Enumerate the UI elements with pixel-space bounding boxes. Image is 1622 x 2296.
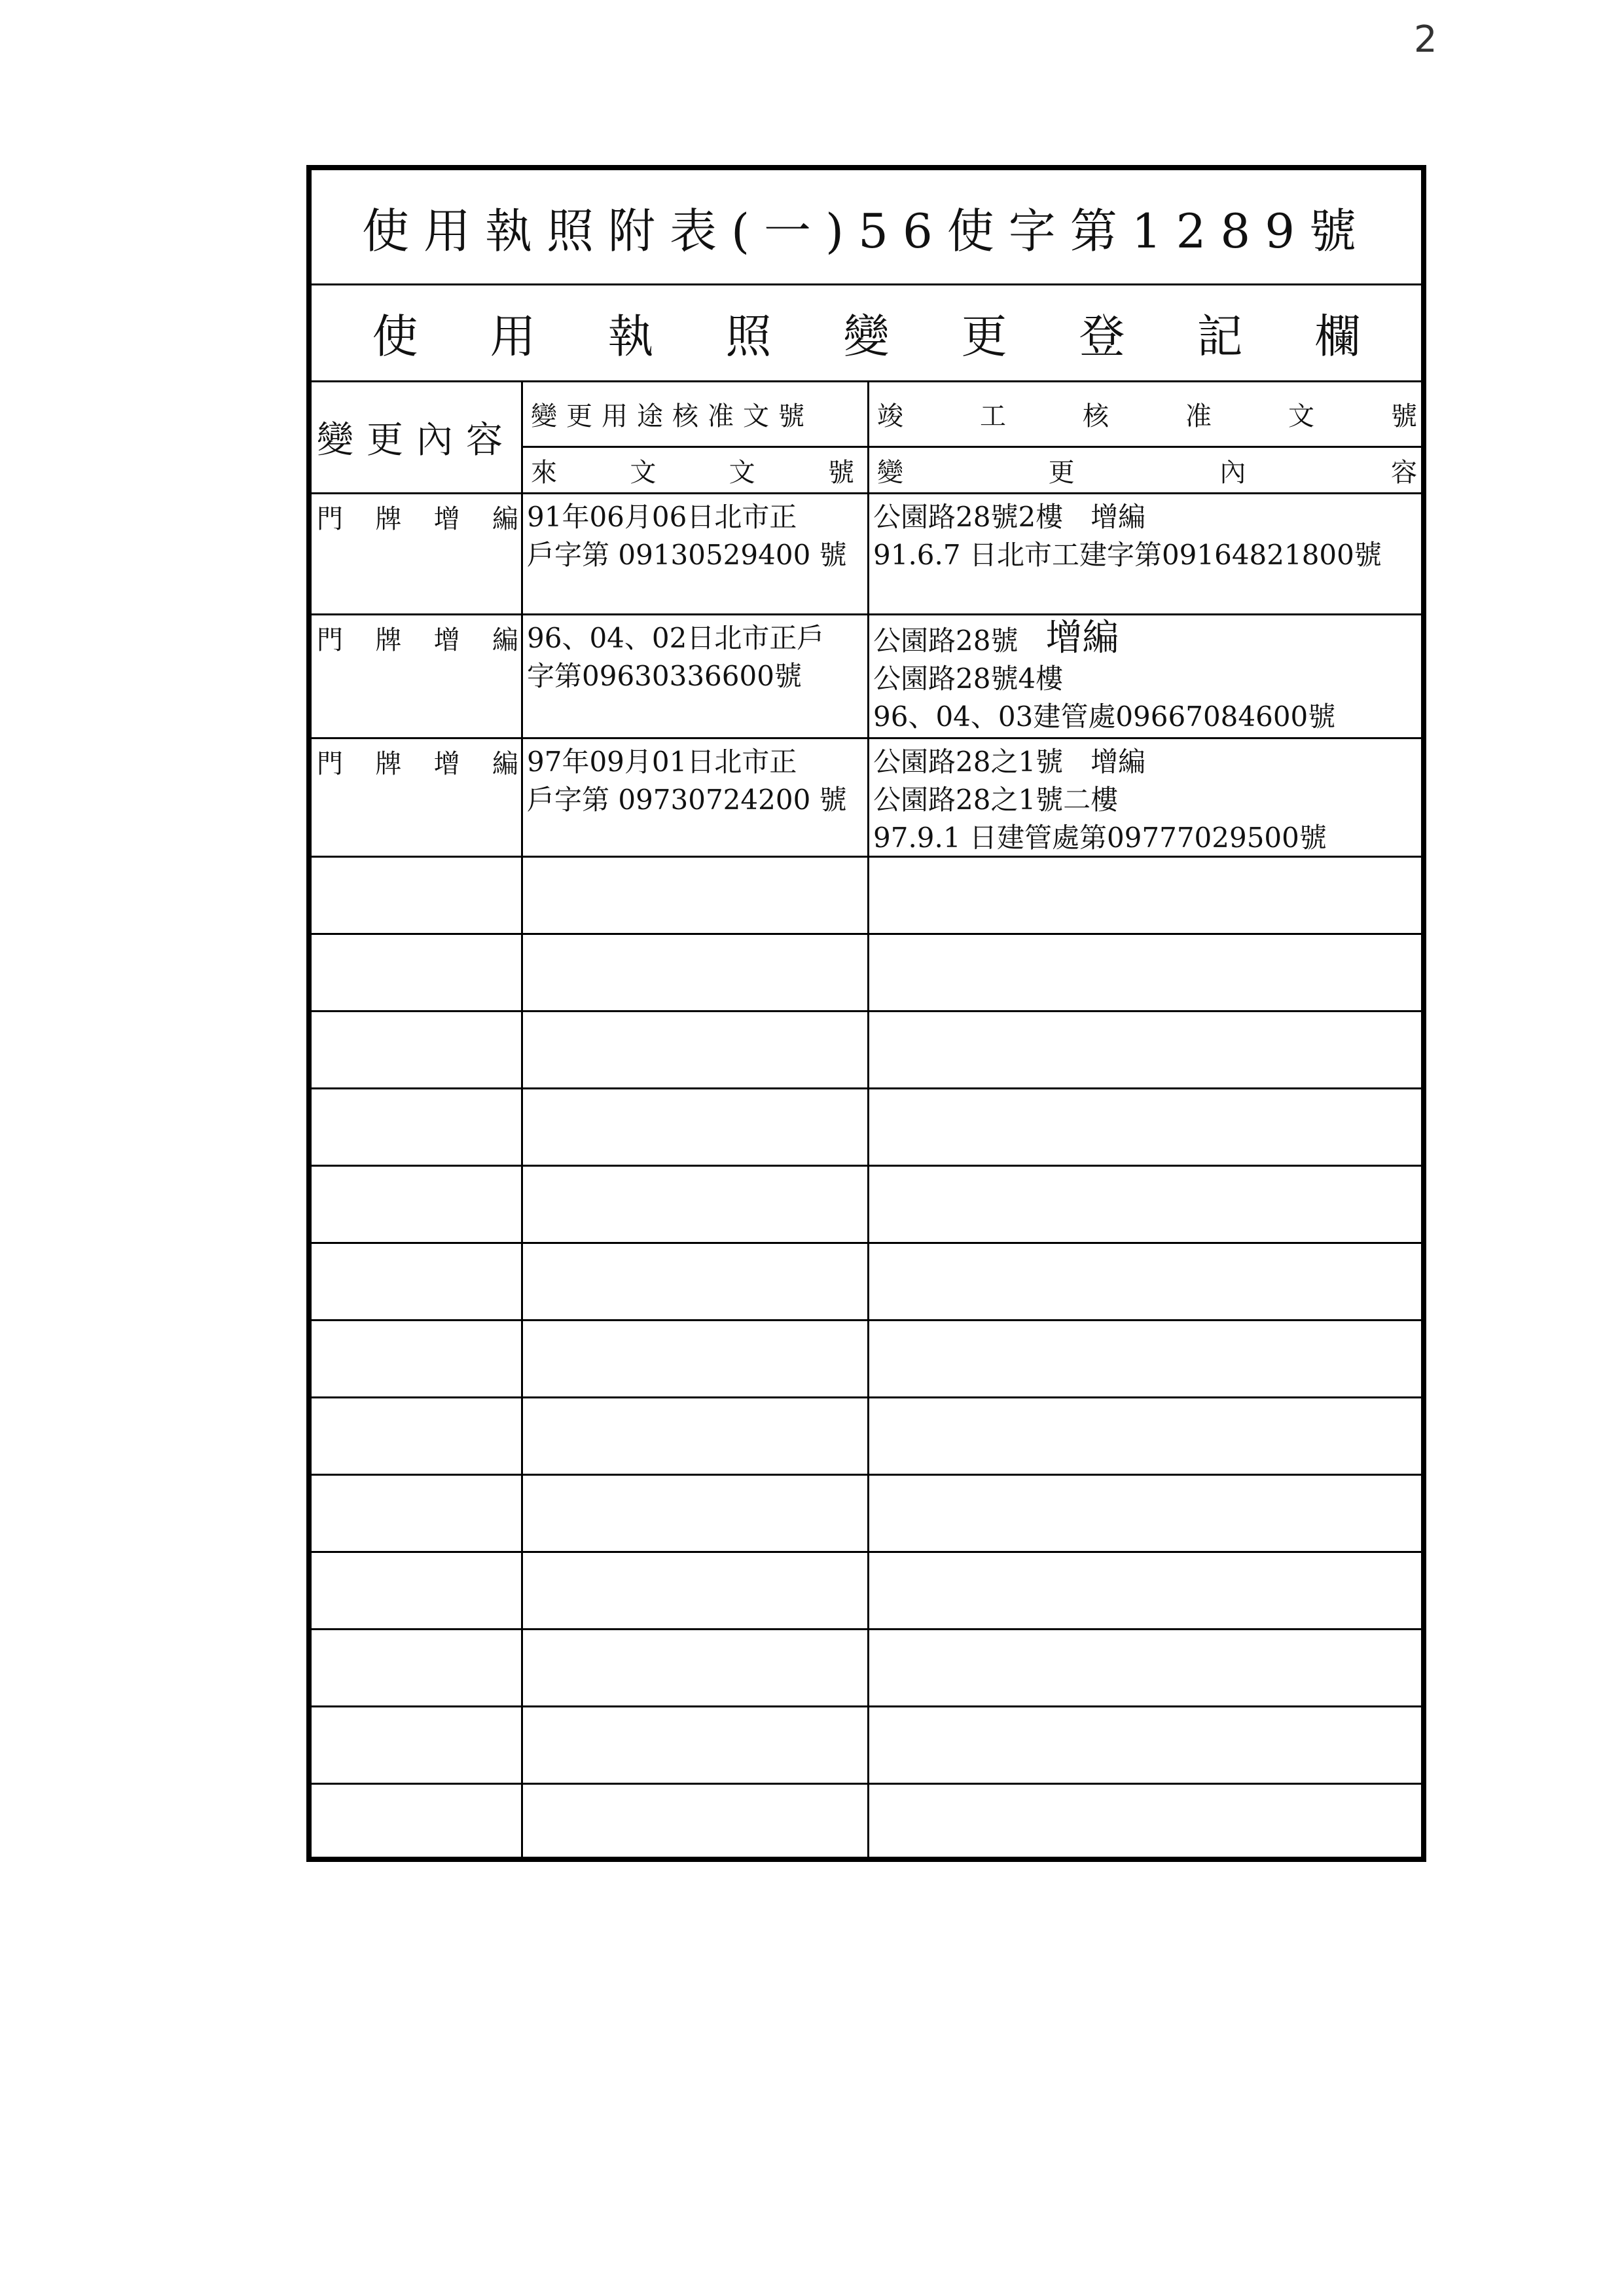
change-category-cell: [312, 739, 523, 856]
empty-cell: [869, 1089, 1421, 1165]
empty-cell: [312, 1321, 523, 1396]
change-category-cell: [312, 615, 523, 737]
approval-doc-cell: [523, 615, 869, 737]
approval-doc-line: 96、04、02日北市正戶: [527, 622, 825, 654]
change-category-char: 門: [317, 625, 343, 655]
table-row: [312, 615, 1421, 739]
header-incoming-doc-no: [523, 448, 869, 494]
empty-cell: [312, 1707, 523, 1783]
change-detail-line: 96、04、03建管處09667084600號: [873, 701, 1336, 733]
table-row: [312, 739, 1421, 858]
header-char: 內: [1219, 457, 1246, 488]
empty-table-row: [312, 1630, 1421, 1707]
empty-cell: [869, 1398, 1421, 1474]
empty-table-row: [312, 1553, 1421, 1630]
empty-cell: [523, 1244, 869, 1319]
empty-cell: [523, 935, 869, 1010]
empty-cell: [312, 1785, 523, 1857]
approval-doc-line: 97年09月01日北市正: [527, 746, 797, 778]
empty-cell: [312, 1012, 523, 1087]
empty-cell: [312, 935, 523, 1010]
empty-cell: [869, 858, 1421, 933]
empty-cell: [523, 1089, 869, 1165]
empty-cell: [312, 1398, 523, 1474]
empty-table-row: [312, 1321, 1421, 1398]
header-char: 文: [630, 457, 666, 488]
change-category-char: 編: [492, 504, 518, 534]
empty-cell: [523, 1321, 869, 1396]
approval-doc-line: 戶字第 09130529400 號: [527, 539, 847, 571]
table-row: [312, 494, 1421, 615]
page-number: 2: [1414, 18, 1437, 61]
approval-doc-line: 戶字第 09730724200 號: [527, 784, 847, 816]
empty-table-row: [312, 935, 1421, 1012]
approval-doc-cell: [523, 494, 869, 613]
change-detail-line: 公園路28號 增編: [873, 617, 1119, 659]
approval-doc-line: 字第09630336600號: [527, 660, 802, 692]
header-completion-approval-no: [869, 382, 1421, 448]
empty-table-row: [312, 858, 1421, 935]
header-char: 核: [1083, 401, 1109, 431]
header-change-content: 變更內容: [312, 382, 523, 494]
change-category-char: 編: [492, 749, 518, 779]
empty-table-row: [312, 1476, 1421, 1553]
empty-cell: [523, 1398, 869, 1474]
empty-table-row: [312, 1398, 1421, 1476]
empty-cell: [312, 1244, 523, 1319]
empty-table-row: [312, 1785, 1421, 1857]
empty-cell: [523, 1167, 869, 1242]
empty-cell: [312, 1476, 523, 1551]
empty-cell: [312, 1630, 523, 1705]
header-char: 文: [1288, 401, 1314, 431]
approval-doc-cell: [523, 739, 869, 856]
empty-cell: [523, 1785, 869, 1857]
empty-cell: [869, 1321, 1421, 1396]
empty-cell: [523, 1707, 869, 1783]
annotation-text: 增編: [1045, 617, 1119, 659]
change-detail-line: 公園路28號4樓: [873, 663, 1064, 695]
empty-cell: [523, 1630, 869, 1705]
empty-cell: [312, 1167, 523, 1242]
empty-table-row: [312, 1707, 1421, 1785]
change-category-char: 增: [433, 625, 460, 655]
empty-table-row: [312, 1244, 1421, 1321]
header-char: 變: [877, 457, 903, 488]
empty-cell: [312, 1553, 523, 1628]
change-category-char: 門: [317, 749, 343, 779]
approval-doc-line: 91年06月06日北市正: [527, 501, 797, 533]
empty-table-row: [312, 1089, 1421, 1167]
header-char: 號: [827, 457, 863, 488]
change-detail-line: 97.9.1 日建管處第09777029500號: [873, 822, 1327, 854]
change-category-cell: [312, 494, 523, 613]
empty-cell: [869, 1630, 1421, 1705]
header-char: 更: [1048, 457, 1075, 488]
empty-cell: [869, 1012, 1421, 1087]
empty-cell: [523, 1012, 869, 1087]
change-category-char: 牌: [375, 749, 402, 779]
header-change-detail: [869, 448, 1421, 494]
empty-cell: [523, 1476, 869, 1551]
change-category: [317, 619, 518, 657]
change-detail-cell: [869, 739, 1421, 856]
header-char: 號: [1391, 401, 1417, 431]
empty-cell: [312, 858, 523, 933]
change-category-char: 增: [433, 749, 460, 779]
empty-cell: [869, 1553, 1421, 1628]
empty-cell: [869, 1167, 1421, 1242]
change-category-char: 編: [492, 625, 518, 655]
change-detail-cell: [869, 615, 1421, 737]
change-category-char: 門: [317, 504, 343, 534]
empty-table-row: [312, 1167, 1421, 1244]
header-char: 來: [531, 457, 566, 488]
header-char: 准: [1185, 401, 1212, 431]
change-category: [317, 498, 518, 536]
empty-cell: [523, 858, 869, 933]
empty-cell: [869, 935, 1421, 1010]
empty-cell: [312, 1089, 523, 1165]
empty-table-row: [312, 1012, 1421, 1089]
change-category: [317, 743, 518, 780]
change-category-char: 增: [433, 504, 460, 534]
form-subtitle: 使用執照變更登記欄: [312, 285, 1421, 382]
empty-cell: [869, 1476, 1421, 1551]
header-char: 工: [980, 401, 1006, 431]
change-detail-line: 公園路28之1號二樓: [873, 784, 1119, 816]
empty-cell: [869, 1707, 1421, 1783]
change-detail-line: 91.6.7 日北市工建字第09164821800號: [873, 539, 1382, 571]
header-char: 竣: [877, 401, 903, 431]
change-category-char: 牌: [375, 504, 402, 534]
header-approval-doc-no: 變更用途核准文號: [523, 382, 869, 448]
empty-cell: [869, 1785, 1421, 1857]
change-detail-line: 公園路28號2樓 增編: [873, 501, 1146, 533]
empty-cell: [869, 1244, 1421, 1319]
header-char: 容: [1390, 457, 1417, 488]
change-registration-form: [306, 165, 1433, 1862]
form-title: 使用執照附表(一)56使字第1289號: [312, 170, 1421, 285]
change-detail-cell: [869, 494, 1421, 613]
header-char: 文: [729, 457, 765, 488]
change-detail-line: 公園路28之1號 增編: [873, 746, 1146, 778]
change-category-char: 牌: [375, 625, 402, 655]
empty-cell: [523, 1553, 869, 1628]
